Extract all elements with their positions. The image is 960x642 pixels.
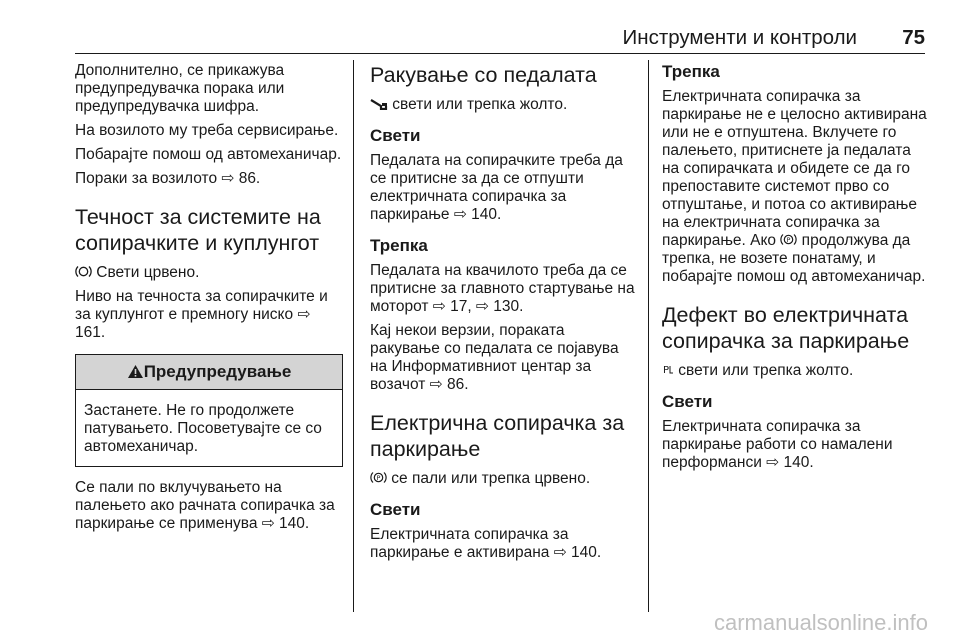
watermark: carmanualsonline.info bbox=[713, 610, 928, 635]
paragraph: Педалата на сопирачките треба да се притисне за да се отпушти електричната сопирачка за паркирање ⇨ 140. bbox=[370, 152, 623, 223]
warning-box bbox=[75, 354, 343, 467]
warning-body: Застанете. Не го продолжете патувањето. Посоветувајте се со автомеханичар. bbox=[84, 402, 322, 455]
paragraph: Педалата на квачилото треба да се притисне за главното стартување на моторот ⇨ 17, ⇨ 130. bbox=[370, 262, 635, 315]
parking-brake-fault-icon bbox=[662, 362, 674, 380]
parking-brake-icon bbox=[780, 232, 797, 250]
paragraph bbox=[662, 362, 930, 380]
warning-title: Предупредување bbox=[143, 362, 292, 381]
paragraph: На возилото му треба сервисирање. bbox=[75, 122, 339, 139]
svg-text:P: P bbox=[663, 365, 670, 376]
paragraph: Ниво на течноста за сопирачките и за куплунгот е премногу ниско ⇨ 161. bbox=[75, 288, 328, 341]
section-title: Ракување со педалата bbox=[370, 63, 597, 87]
paragraph-part: Електричната сопирачка за паркирање не е целосно активирана или не е отпуштена. Вклучете го палењето, притиснете ја педалата на сопирачката и обидете се да го препоставите системот прво со отпуштање, и потоа со активирање на електричната сопирачка за паркирање. Ако bbox=[662, 88, 927, 249]
paragraph: Кај некои верзии, пораката ракување со педалата се појавува на Информативниот центар за возачот ⇨ 86. bbox=[370, 322, 619, 393]
page-number: 75 bbox=[902, 26, 925, 49]
header-divider bbox=[75, 53, 925, 54]
subheading: Свети bbox=[662, 392, 713, 411]
paragraph: Пораки за возилото ⇨ 86. bbox=[75, 170, 261, 187]
paragraph: Побарајте помош од автомеханичар. bbox=[75, 146, 342, 163]
subheading: Трепка bbox=[662, 62, 720, 81]
section-title: Течност за системите на сопирачките и куплунгот bbox=[75, 205, 321, 255]
status-text: свети или трепка жолто. bbox=[674, 362, 854, 379]
subheading: Свети bbox=[370, 500, 421, 519]
paragraph: Електричната сопирачка за паркирање работи со намалени перформанси ⇨ 140. bbox=[662, 418, 893, 471]
page-title: Инструменти и контроли bbox=[622, 26, 857, 49]
paragraph: Се пали по вклучувањето на палењето ако рачната сопирачка за паркирање се применува ⇨ 140. bbox=[75, 479, 335, 532]
subheading: Трепка bbox=[370, 236, 428, 255]
paragraph bbox=[370, 470, 638, 488]
warning-header bbox=[76, 355, 342, 390]
paragraph-part: продолжува да трепка, не возете понатаму, и побарајте помош од автомеханичар. bbox=[662, 232, 926, 285]
parking-brake-icon bbox=[370, 470, 387, 488]
section-title: Дефект во електричната сопирачка за паркирање bbox=[662, 303, 910, 353]
paragraph: Електричната сопирачка за паркирање е активирана ⇨ 140. bbox=[370, 526, 602, 561]
status-text: се пали или трепка црвено. bbox=[387, 470, 591, 487]
status-text: свети или трепка жолто. bbox=[388, 96, 568, 113]
svg-text:P: P bbox=[376, 474, 381, 482]
paragraph: Дополнително, се прикажува предупредувачка порака или предупредувачка шифра. bbox=[75, 62, 285, 115]
column-divider-2 bbox=[648, 60, 649, 612]
paragraph bbox=[662, 88, 930, 286]
status-text: Свети црвено. bbox=[92, 264, 200, 281]
subheading: Свети bbox=[370, 126, 421, 145]
page-header bbox=[75, 26, 925, 56]
svg-text:P: P bbox=[786, 236, 791, 244]
pedal-icon bbox=[370, 96, 388, 114]
warning-triangle-icon bbox=[127, 363, 144, 381]
column-2 bbox=[370, 62, 638, 568]
column-divider-1 bbox=[353, 60, 354, 612]
paragraph bbox=[75, 264, 343, 282]
paragraph bbox=[370, 96, 638, 114]
brake-warning-icon bbox=[75, 264, 92, 282]
column-3 bbox=[662, 62, 930, 478]
section-title: Електрична сопирачка за паркирање bbox=[370, 411, 625, 461]
column-1 bbox=[75, 62, 343, 539]
